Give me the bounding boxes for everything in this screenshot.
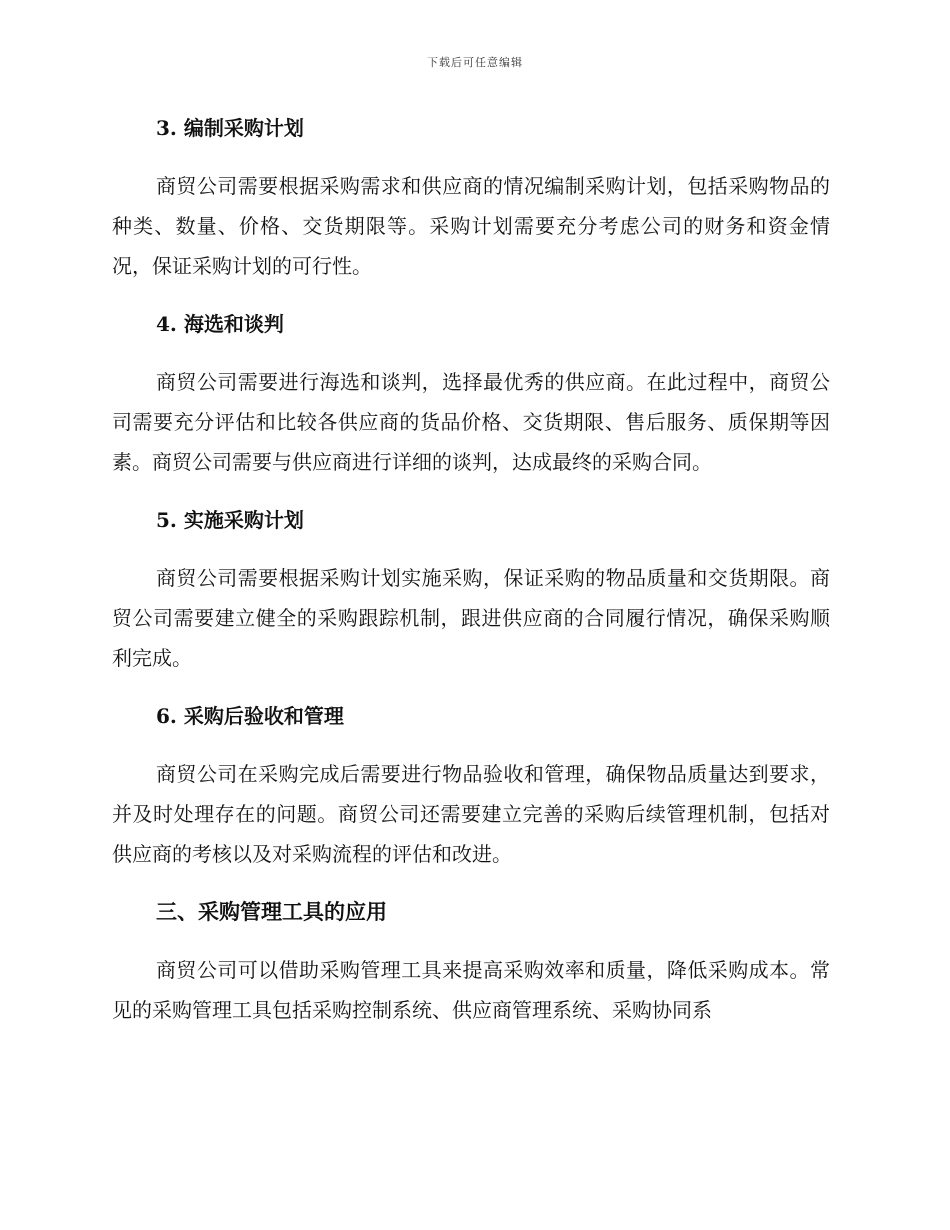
section-heading-6: 6. 采购后验收和管理 bbox=[156, 704, 344, 728]
chapter-paragraph-tools: 商贸公司可以借助采购管理工具来提高采购效率和质量，降低采购成本。常见的采购管理工具包括采购控制系统、供应商管理系统、采购协同系 bbox=[112, 958, 830, 1022]
section-paragraph-5: 商贸公司需要根据采购计划实施采购，保证采购的物品质量和交货期限。商贸公司需要建立健全的采购跟踪机制，跟进供应商的合同履行情况，确保采购顺利完成。 bbox=[112, 566, 830, 670]
section-heading-4: 4. 海选和谈判 bbox=[156, 312, 284, 336]
document-body bbox=[112, 110, 830, 1050]
section-paragraph-4: 商贸公司需要进行海选和谈判，选择最优秀的供应商。在此过程中，商贸公司需要充分评估和比较各供应商的货品价格、交货期限、售后服务、质保期等因素。商贸公司需要与供应商进行详细的谈判，达成最终的采购合同。 bbox=[112, 370, 830, 474]
section-paragraph-3: 商贸公司需要根据采购需求和供应商的情况编制采购计划，包括采购物品的种类、数量、价格、交货期限等。采购计划需要充分考虑公司的财务和资金情况，保证采购计划的可行性。 bbox=[112, 174, 830, 278]
chapter-heading-tools: 三、采购管理工具的应用 bbox=[156, 899, 387, 924]
section-heading-3: 3. 编制采购计划 bbox=[156, 116, 304, 140]
section-paragraph-6: 商贸公司在采购完成后需要进行物品验收和管理，确保物品质量达到要求，并及时处理存在的问题。商贸公司还需要建立完善的采购后续管理机制，包括对供应商的考核以及对采购流程的评估和改进。 bbox=[112, 762, 830, 866]
section-heading-5: 5. 实施采购计划 bbox=[156, 508, 304, 532]
header-note: 下载后可任意编辑 bbox=[427, 56, 523, 69]
